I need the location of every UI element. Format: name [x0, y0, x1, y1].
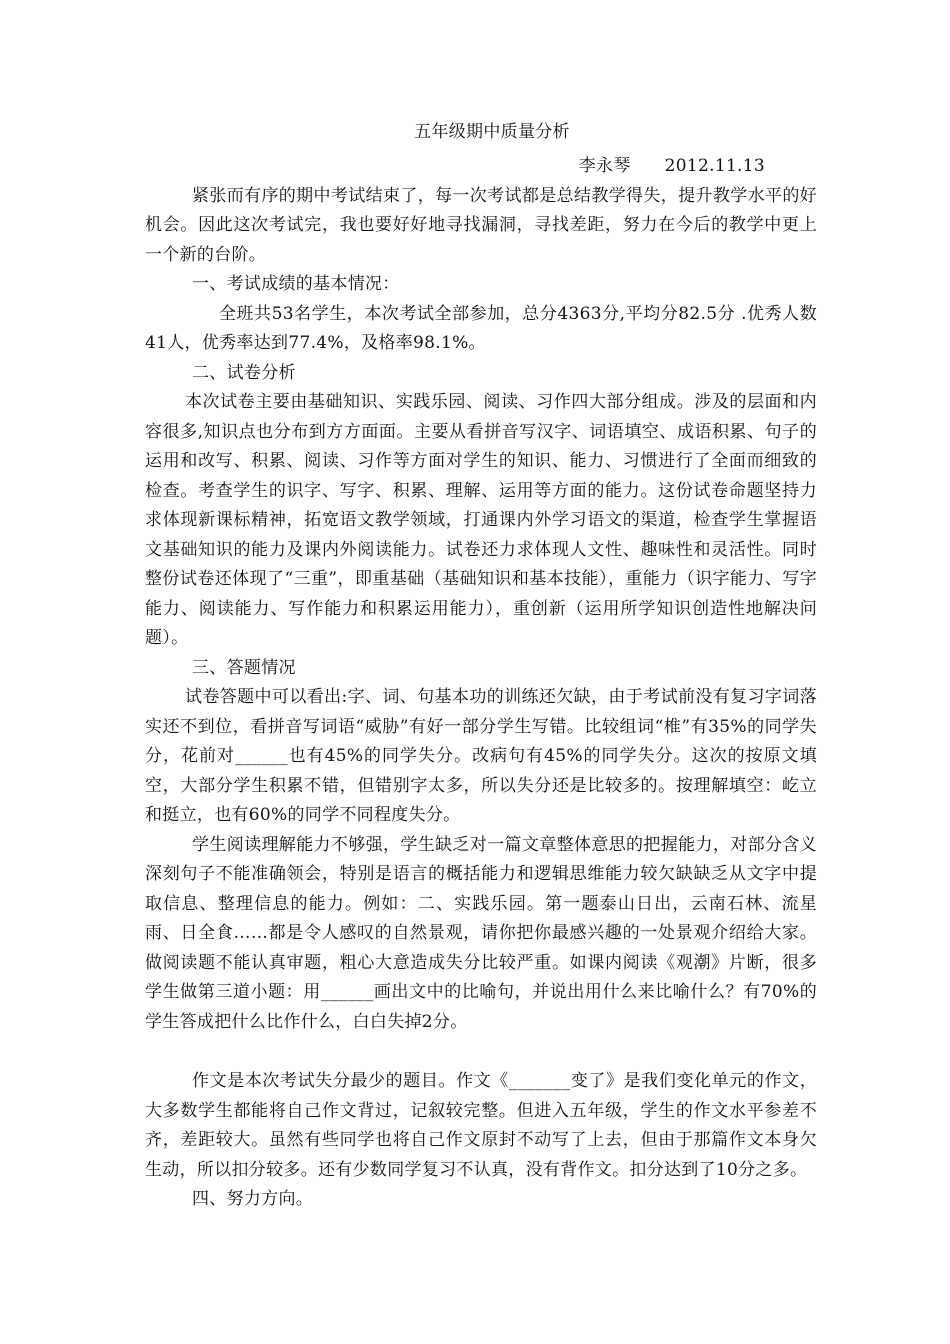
section1-paragraph: 全班共53名学生，本次考试全部参加，总分4363分,平均分82.5分 .优秀人数41人，优秀率达到77.4%，及格率98.1%。 [145, 303, 817, 353]
section3-paragraph-1: 试卷答题中可以看出:字、词、句基本功的训练还欠缺，由于考试前没有复习字词落实还不到位，看拼音写词语“威胁”有好一部分学生写错。比较组词“椎”有35%的同学失分，花前对______也有45%的同学失分。改病句有45%的同学失分。这次的按原文填空，大部分学生积累不错，但错别字太多，所以失分还是比较多的。按理解填空：屹立和挺立，也有60%的同学不同程度失分。 [145, 687, 817, 825]
section3-heading: 三、答题情况 [192, 657, 296, 678]
byline [145, 152, 817, 182]
section3-paragraph-3: 作文是本次考试失分最少的题目。作文《_______变了》是我们变化单元的作文，大多数学生都能将自己作文背过，记叙较完整。但进入五年级，学生的作文水平参差不齐，差距较大。虽然有些同学也将自己作文原封不动写了上去，但由于那篇作文本身欠生动，所以扣分较多。还有少数同学复习不认真，没有背作文。扣分达到了10分之多。 [145, 1071, 817, 1180]
section3-paragraph-2: 学生阅读理解能力不够强，学生缺乏对一篇文章整体意思的把握能力，对部分含义深刻句子不能准确领会，特别是语言的概括能力和逻辑思维能力较欠缺缺乏从文字中提取信息、整理信息的能力。例如：二、实践乐园。第一题泰山日出，云南石林、流星雨、日全食……都是令人感叹的自然景观，请你把你最感兴趣的一处景观介绍给大家。做阅读题不能认真审题，粗心大意造成失分比较严重。如课内阅读《观潮》片断，很多学生做第三道小题：用______画出文中的比喻句，并说出用什么来比喻什么？有70%的学生答成把什么比作什么，白白失掉2分。 [145, 834, 817, 1032]
intro-paragraph: 紧张而有序的期中考试结束了，每一次考试都是总结教学得失，提升教学水平的好机会。因此这次考试完，我也要好好地寻找漏洞，寻找差距，努力在今后的教学中更上一个新的台阶。 [145, 185, 817, 265]
document-title: 五年级期中质量分析 [414, 122, 570, 142]
section4-heading: 四、努力方向。 [192, 1189, 314, 1209]
paragraph-spacer [145, 1037, 817, 1067]
section2-heading: 二、试卷分析 [192, 362, 296, 383]
document-page [145, 118, 817, 1215]
section1-heading: 一、考试成绩的基本情况： [192, 274, 400, 294]
document-date: 2012.11.13 [664, 156, 765, 176]
author-name: 李永琴 [578, 156, 631, 176]
section2-paragraph: 本次试卷主要由基础知识、实践乐园、阅读、习作四大部分组成。涉及的层面和内容很多,知识点也分布到方方面面。主要从看拼音写汉字、词语填空、成语积累、句子的运用和改写、积累、阅读、习作等方面对学生的知识、能力、习惯进行了全面而细致的检查。考查学生的识字、写字、积累、理解、运用等方面的能力。这份试卷命题坚持力求体现新课标精神，拓宽语文教学领域，打通课内外学习语文的渠道，检查学生掌握语文基础知识的能力及课内外阅读能力。试卷还力求体现人文性、趣味性和灵活性。同时整份试卷还体现了“三重”，即重基础（基础知识和基本技能），重能力（识字能力、写字能力、阅读能力、写作能力和积累运用能力），重创新（运用所学知识创造性地解决问题）。 [145, 392, 817, 648]
